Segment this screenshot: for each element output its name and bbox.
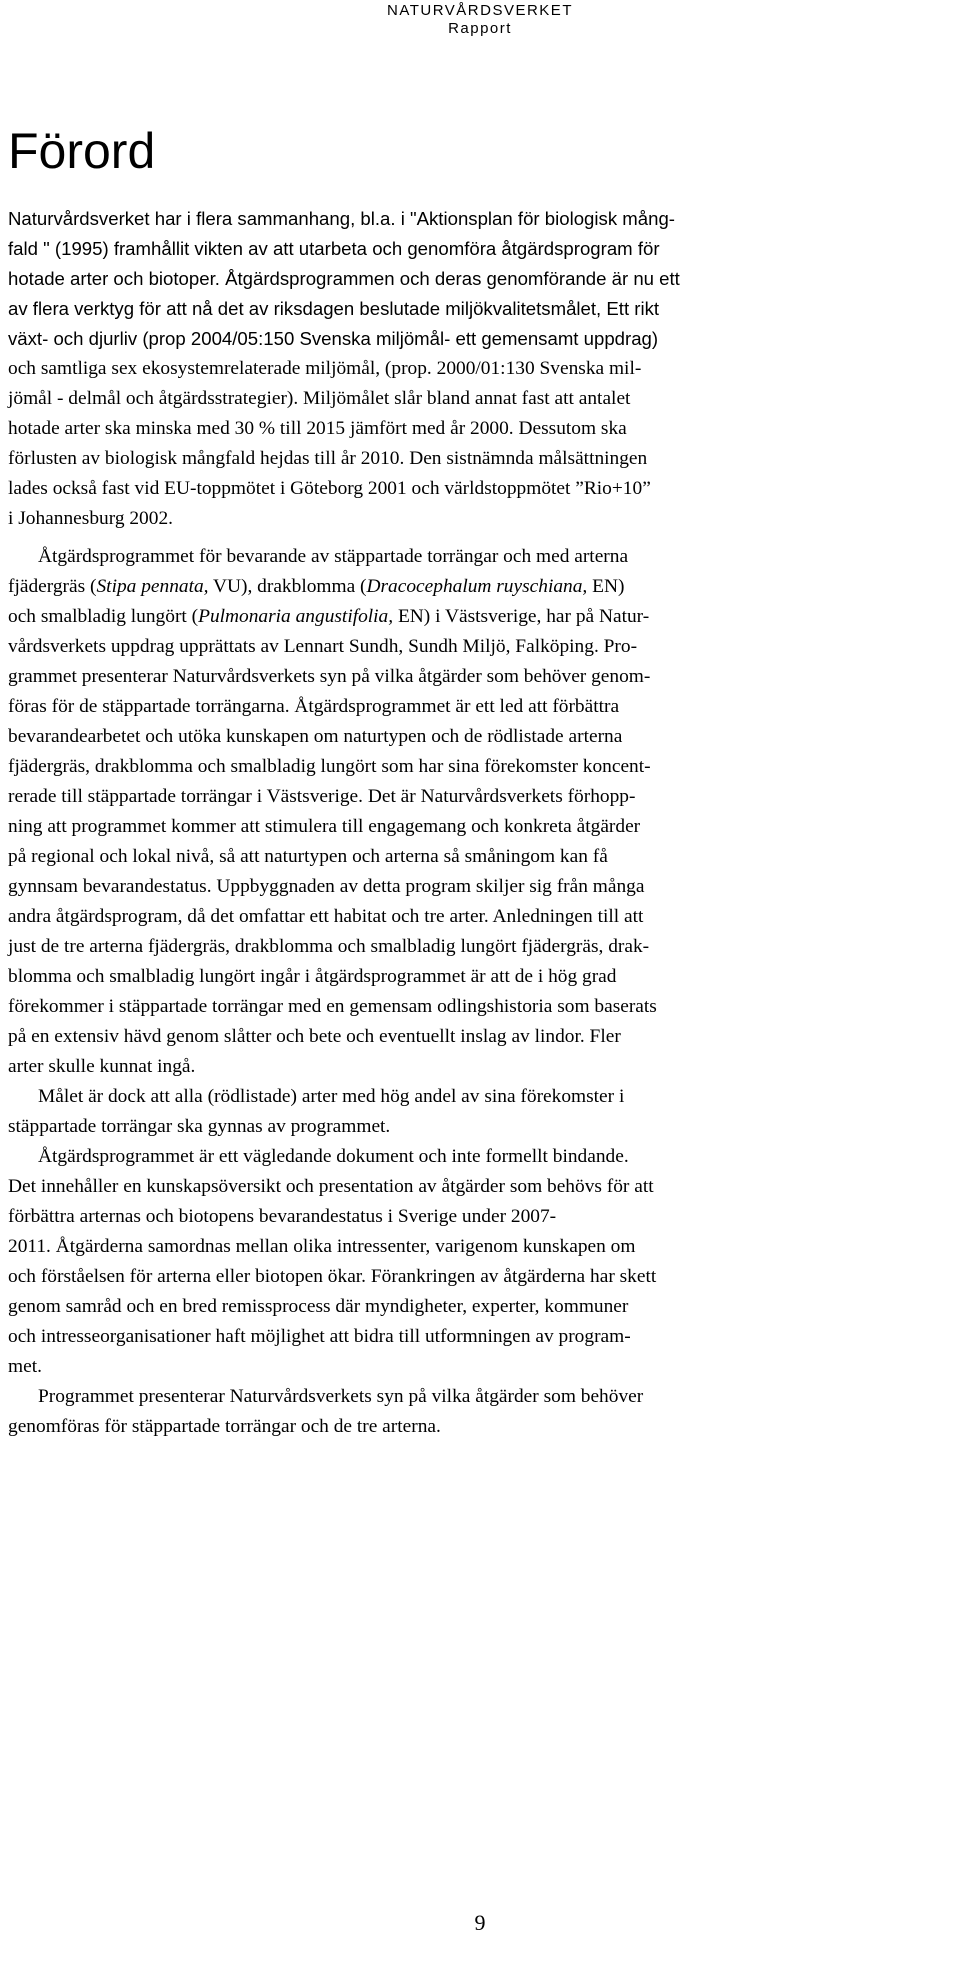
text-line: i Johannesburg 2002. <box>8 508 173 529</box>
text-line: hotade arter och biotoper. Åtgärdsprogrammen och deras genomförande är nu ett <box>8 268 680 289</box>
text-line: stäppartade torrängar ska gynnas av programmet. <box>8 1116 391 1137</box>
text-line: på regional och lokal nivå, så att naturtypen och arterna så småningom kan få <box>8 846 608 867</box>
text-line: förekommer i stäppartade torrängar med en gemensam odlingshistoria som baserats <box>8 996 657 1017</box>
text-line: Åtgärdsprogrammet för bevarande av stäppartade torrängar och med arterna <box>38 546 629 567</box>
text-line: Det innehåller en kunskapsöversikt och presentation av åtgärder som behövs för att <box>8 1176 654 1197</box>
text-line: fjädergräs, drakblomma och smalbladig lungört som har sina förekomster koncent- <box>8 756 651 777</box>
running-header <box>0 2 960 38</box>
text-line: grammet presenterar Naturvårdsverkets syn på vilka åtgärder som behöver genom- <box>8 666 651 687</box>
text-line: och intresseorganisationer haft möjlighet att bidra till utformningen av program- <box>8 1326 631 1347</box>
text-line: lades också fast vid EU-toppmötet i Göteborg 2001 och världstoppmötet ”Rio+10” <box>8 478 651 499</box>
page-title: Förord <box>8 123 156 179</box>
text-line: gynnsam bevarandestatus. Uppbyggnaden av detta program skiljer sig från många <box>8 876 645 897</box>
header-document-type: Rapport <box>448 20 512 37</box>
text-line: genomföras för stäppartade torrängar och de tre arterna. <box>8 1416 441 1437</box>
page-number: 9 <box>474 1910 486 1935</box>
text-line: och samtliga sex ekosystemrelaterade miljömål, (prop. 2000/01:130 Svenska mil- <box>8 358 642 379</box>
text-line: ning att programmet kommer att stimulera till engagemang och konkreta åtgärder <box>8 816 641 837</box>
text-line: rerade till stäppartade torrängar i Västsverige. Det är Naturvårdsverkets förhopp- <box>8 786 636 807</box>
text-line: met. <box>8 1356 42 1377</box>
species-name: Pulmonaria angustifolia, <box>198 606 394 627</box>
text-line: blomma och smalbladig lungört ingår i åtgärdsprogrammet är att de i hög grad <box>8 966 617 987</box>
text-line: och förståelsen för arterna eller biotopen ökar. Förankringen av åtgärderna har skett <box>8 1266 657 1287</box>
text-line: arter skulle kunnat ingå. <box>8 1056 196 1077</box>
text-line: Målet är dock att alla (rödlistade) arter med hög andel av sina förekomster i <box>38 1086 625 1107</box>
text-line: genom samråd och en bred remissprocess där myndigheter, experter, kommuner <box>8 1296 629 1317</box>
species-name: Stipa pennata, <box>96 576 209 597</box>
text-line: vårdsverkets uppdrag upprättats av Lennart Sundh, Sundh Miljö, Falköping. Pro- <box>8 636 638 657</box>
text-line: förbättra arternas och biotopens bevarandestatus i Sverige under 2007- <box>8 1206 557 1227</box>
text-line: på en extensiv hävd genom slåtter och bete och eventuellt inslag av lindor. Fler <box>8 1026 621 1047</box>
text-line: föras för de stäppartade torrängarna. Åtgärdsprogrammet är ett led att förbättra <box>8 696 620 717</box>
species-name: Dracocephalum ruyschiana, <box>366 576 588 597</box>
text-line: av flera verktyg för att nå det av riksdagen beslutade miljökvalitetsmålet, Ett rikt <box>8 298 660 319</box>
text-line: fald " (1995) framhållit vikten av att utarbeta och genomföra åtgärdsprogram för <box>8 238 660 259</box>
text-line: växt- och djurliv (prop 2004/05:150 Svenska miljömål- ett gemensamt uppdrag) <box>8 328 659 349</box>
text-line: bevarandearbetet och utöka kunskapen om naturtypen och de rödlistade arterna <box>8 726 623 747</box>
text-line: fjädergräs (Stipa pennata, VU), drakblomma (Dracocephalum ruyschiana, EN) <box>8 576 625 597</box>
text-line: andra åtgärdsprogram, då det omfattar ett habitat och tre arter. Anledningen till att <box>8 906 644 927</box>
header-organization: NATURVÅRDSVERKET <box>387 2 573 19</box>
body-text <box>8 204 960 1442</box>
text-line: Programmet presenterar Naturvårdsverkets syn på vilka åtgärder som behöver <box>38 1386 644 1407</box>
text-line: Naturvårdsverket har i flera sammanhang, bl.a. i "Aktionsplan för biologisk mång- <box>8 208 675 229</box>
text-line: förlusten av biologisk mångfald hejdas till år 2010. Den sistnämnda målsättningen <box>8 448 648 469</box>
text-line: jömål - delmål och åtgärdsstrategier). Miljömålet slår bland annat fast att antalet <box>8 388 631 409</box>
text-line: hotade arter ska minska med 30 % till 2015 jämfört med år 2000. Dessutom ska <box>8 418 627 439</box>
text-line: just de tre arterna fjädergräs, drakblomma och smalbladig lungört fjädergräs, drak- <box>8 936 650 957</box>
text-line: Åtgärdsprogrammet är ett vägledande dokument och inte formellt bindande. <box>38 1146 629 1167</box>
text-line: 2011. Åtgärderna samordnas mellan olika intressenter, varigenom kunskapen om <box>8 1236 636 1257</box>
text-line: och smalbladig lungört (Pulmonaria angustifolia, EN) i Västsverige, har på Natur- <box>8 606 650 627</box>
